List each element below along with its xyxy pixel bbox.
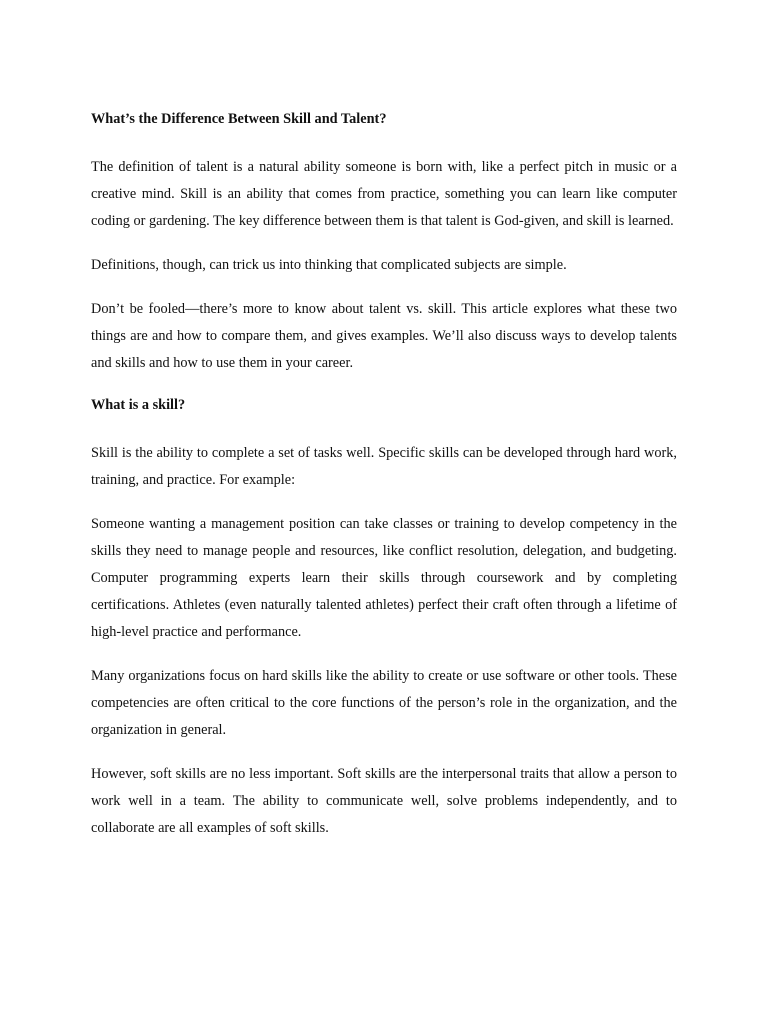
intro-paragraph-2: Definitions, though, can trick us into thinking that complicated subjects are simple. — [91, 257, 567, 273]
intro-paragraph-1: The definition of talent is a natural ability someone is born with, like a perfect pitch in music or a creative mind. Skill is an ability that comes from practice, something you can learn like computer coding or gardening. The key difference between them is that talent is God-given, and skill is learned. — [91, 159, 677, 229]
skill-paragraph-4: However, soft skills are no less important. Soft skills are the interpersonal traits that allow a person to work well in a team. The ability to communicate well, solve problems independently, and to collaborate are all examples of soft skills. — [91, 766, 677, 836]
skill-paragraph-2: Someone wanting a management position can take classes or training to develop competency in the skills they need to manage people and resources, like conflict resolution, delegation, and budgeting. Computer programming experts learn their skills through coursework and by completing certifications. Athletes (even naturally talented athletes) perfect their craft often through a lifetime of high-level practice and performance. — [91, 516, 677, 640]
skill-paragraph-3: Many organizations focus on hard skills like the ability to create or use software or other tools. These competencies are often critical to the core functions of the person’s role in the organization, and the organization in general. — [91, 668, 677, 738]
document-title: What’s the Difference Between Skill and Talent? — [91, 111, 387, 127]
intro-paragraph-3: Don’t be fooled—there’s more to know about talent vs. skill. This article explores what these two things are and how to compare them, and gives examples. We’ll also discuss ways to develop talents and skills and how to use them in your career. — [91, 301, 677, 371]
section-heading-skill: What is a skill? — [91, 397, 186, 413]
skill-paragraph-1: Skill is the ability to complete a set of tasks well. Specific skills can be developed through hard work, training, and practice. For example: — [91, 445, 677, 488]
